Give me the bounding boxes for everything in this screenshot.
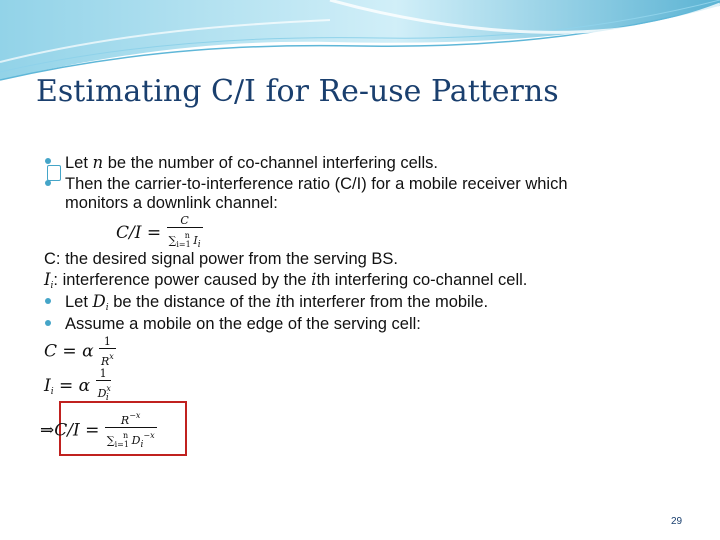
- bullet-icon: [45, 320, 51, 326]
- bullet-let-di: Let $D_i$ be the distance of the ith interferer from the mobile.: [65, 292, 489, 313]
- definition-ii: $I_i$: interference power caused by the ith interfering co-channel cell.: [44, 270, 528, 291]
- bullet-assume-edge: Assume a mobile on the edge of the serving cell:: [65, 315, 421, 333]
- bullet-ci-ratio: Then the carrier-to-interference ratio (C/I) for a mobile receiver which: [65, 175, 568, 193]
- definition-c: C: the desired signal power from the serving BS.: [44, 250, 399, 268]
- bullet-icon: [45, 158, 51, 164]
- bullet-let-n: Let n be the number of co-channel interfering cells.: [65, 153, 438, 172]
- slide-title: Estimating C/I for Re-use Patterns: [36, 74, 559, 109]
- missing-glyph-icon: [47, 165, 61, 181]
- bullet-ci-ratio-cont: monitors a downlink channel:: [65, 194, 278, 212]
- equation-c-power: C = α $\frac{1}{R^x}$: [44, 335, 114, 368]
- equation-ci-definition: C/I = $\frac{C}{\sum_{i=1}^n I_i}$: [116, 214, 201, 250]
- bullet-icon: [45, 180, 51, 186]
- equation-interference-power: $I_i = \alpha$ $\frac{1}{D^x_i}$: [44, 367, 111, 403]
- page-number: 29: [671, 516, 683, 527]
- bullet-icon: [45, 298, 51, 304]
- equation-ci-result: ⇒C/I = $\frac{R^{-x}}{\sum_{i=1}^n D_i^{-x}}$: [40, 411, 155, 450]
